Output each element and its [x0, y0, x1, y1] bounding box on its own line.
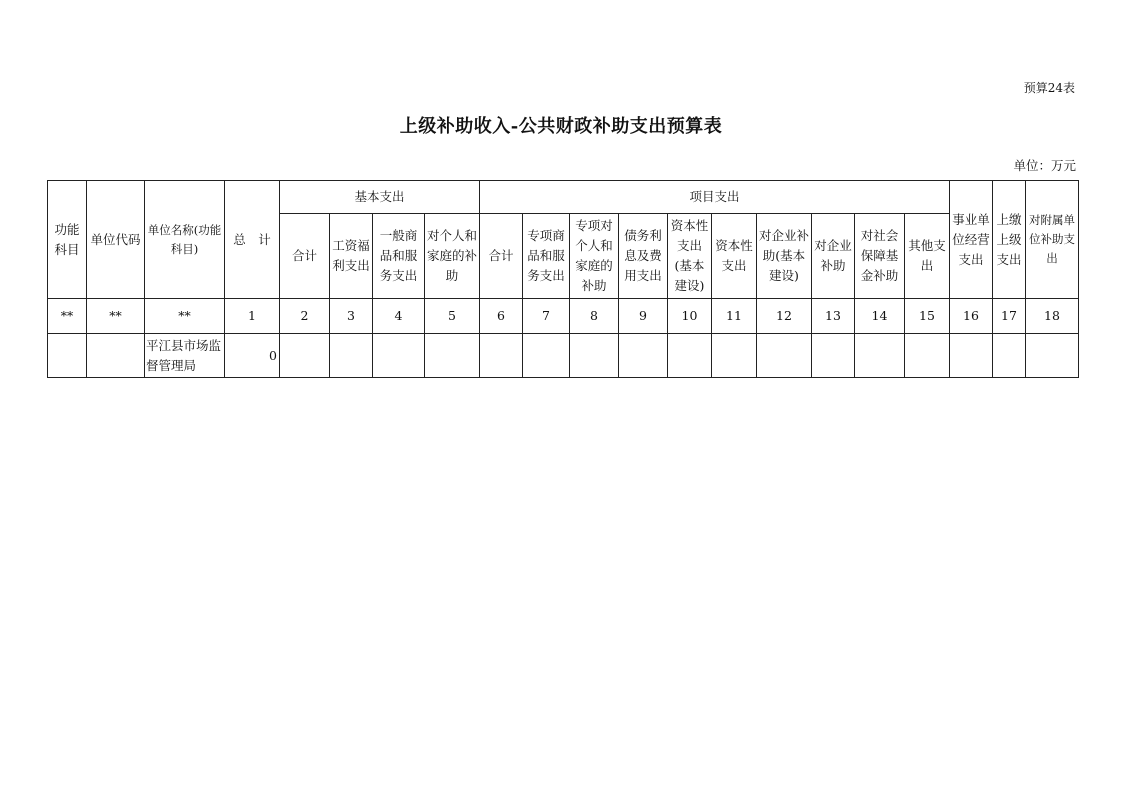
header-proj-capital-build: 资本性支出(基本建设): [668, 214, 712, 299]
cell-value: [373, 334, 425, 378]
cell-unit-name: 平江县市场监督管理局: [145, 334, 225, 378]
header-basic-goods: 一般商品和服务支出: [373, 214, 425, 299]
cell-value: [757, 334, 812, 378]
cell-value: [425, 334, 480, 378]
header-unit-code: 单位代码: [87, 181, 145, 299]
cell-value: [712, 334, 757, 378]
column-number: 8: [570, 299, 619, 334]
page-title: 上级补助收入-公共财政补助支出预算表: [399, 116, 723, 137]
cell-unit-code: [87, 334, 145, 378]
budget-table: [47, 180, 1079, 378]
column-number: 10: [668, 299, 712, 334]
header-upper: 上缴上级支出: [993, 181, 1026, 299]
header-basic-individual: 对个人和家庭的补助: [425, 214, 480, 299]
column-number: 17: [993, 299, 1026, 334]
form-number: 预算24表: [1023, 81, 1075, 95]
column-number: 12: [757, 299, 812, 334]
header-proj-capital: 资本性支出: [712, 214, 757, 299]
header-row-1: [48, 181, 1079, 214]
cell-value: [619, 334, 668, 378]
column-number: 2: [280, 299, 330, 334]
column-number-row: [48, 299, 1079, 334]
column-number: **: [48, 299, 87, 334]
column-number: 4: [373, 299, 425, 334]
cell-value: [280, 334, 330, 378]
cell-value: [993, 334, 1026, 378]
cell-value: [570, 334, 619, 378]
header-basic-group: 基本支出: [280, 181, 480, 214]
header-proj-other: 其他支出: [905, 214, 950, 299]
cell-value: [1026, 334, 1079, 378]
column-number: 5: [425, 299, 480, 334]
header-func-subject: 功能科目: [48, 181, 87, 299]
column-number: **: [145, 299, 225, 334]
cell-func-subject: [48, 334, 87, 378]
column-number: 1: [225, 299, 280, 334]
header-proj-total: 合计: [480, 214, 523, 299]
header-proj-social: 对社会保障基金补助: [855, 214, 905, 299]
header-total: 总 计: [225, 181, 280, 299]
cell-value: [812, 334, 855, 378]
header-basic-wage: 工资福利支出: [330, 214, 373, 299]
cell-value: [668, 334, 712, 378]
header-proj-goods: 专项商品和服务支出: [523, 214, 570, 299]
header-proj-enterprise: 对企业补助: [812, 214, 855, 299]
header-proj-debt: 债务利息及费用支出: [619, 214, 668, 299]
column-number: 15: [905, 299, 950, 334]
cell-total: 0: [225, 334, 280, 378]
column-number: 7: [523, 299, 570, 334]
column-number: 6: [480, 299, 523, 334]
header-proj-enterprise-build: 对企业补助(基本建设): [757, 214, 812, 299]
column-number: 9: [619, 299, 668, 334]
cell-value: [855, 334, 905, 378]
header-unit-name: 单位名称(功能科目): [145, 181, 225, 299]
unit-label: 单位：万元: [1013, 158, 1076, 173]
column-number: **: [87, 299, 145, 334]
column-number: 11: [712, 299, 757, 334]
cell-value: [905, 334, 950, 378]
header-business: 事业单位经营支出: [950, 181, 993, 299]
table-row: [48, 334, 1079, 378]
column-number: 14: [855, 299, 905, 334]
cell-value: [330, 334, 373, 378]
header-basic-total: 合计: [280, 214, 330, 299]
column-number: 16: [950, 299, 993, 334]
header-project-group: 项目支出: [480, 181, 950, 214]
column-number: 3: [330, 299, 373, 334]
header-proj-individual: 专项对个人和家庭的补助: [570, 214, 619, 299]
cell-value: [950, 334, 993, 378]
header-affiliated: 对附属单位补助支出: [1026, 181, 1079, 299]
column-number: 18: [1026, 299, 1079, 334]
cell-value: [523, 334, 570, 378]
cell-value: [480, 334, 523, 378]
column-number: 13: [812, 299, 855, 334]
